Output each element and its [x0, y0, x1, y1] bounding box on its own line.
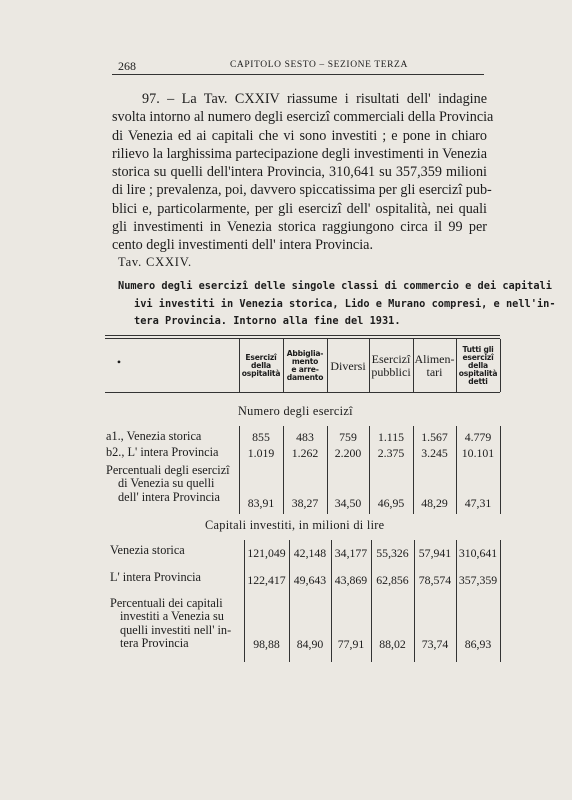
column-header-line: pubblici — [371, 365, 411, 379]
section-title-capital: Capitali investiti, in milioni di lire — [205, 518, 385, 532]
table-cell: 57,941 — [418, 546, 452, 560]
table-cell: 78,574 — [418, 573, 452, 587]
table-caption — [118, 278, 556, 331]
table-cell: 73,74 — [421, 637, 449, 651]
paragraph-line: di Venezia ed ai capitali che vi sono investiti ; e pone in chiaro — [112, 127, 487, 144]
row-label-line: Percentuali dei capitali — [110, 596, 223, 610]
column-header-line: della — [251, 361, 271, 371]
column-header-line: tari — [426, 365, 443, 379]
row-label-line: b2., L' intera Provincia — [106, 445, 219, 459]
row-label-line: L' intera Provincia — [110, 570, 201, 584]
body-right-edge — [500, 540, 501, 662]
column-header — [413, 340, 456, 392]
column-header — [283, 340, 327, 392]
table-cell: 34,177 — [334, 546, 368, 560]
row-label-line: quelli investiti nell' in- — [120, 622, 232, 637]
section-title-count: Numero degli esercizî — [238, 404, 353, 418]
table-cell: 42,148 — [293, 546, 327, 560]
header-right-edge — [500, 339, 501, 392]
table-cell: 47,31 — [464, 496, 492, 510]
column-header-line: esercizî — [462, 353, 494, 363]
paragraph-line: svolta intorno al numero degli esercizî commerciali della Provincia — [112, 109, 494, 126]
row-label-line: Percentuali degli esercizî — [106, 463, 230, 477]
column-header-line: Abbiglia- — [286, 349, 324, 359]
table-cell: 1.567 — [421, 430, 448, 444]
table-cell: 10.101 — [461, 446, 495, 460]
table-cell: 4.779 — [464, 430, 492, 444]
table-cell: 1.115 — [377, 430, 405, 444]
column-header-line: e arre- — [291, 365, 319, 374]
table-cell: 55,326 — [376, 546, 409, 560]
table-cell: 357,359 — [458, 573, 498, 587]
column-header-line: della — [468, 361, 488, 371]
column-header — [239, 340, 283, 392]
row-label-line: tera Provincia — [120, 635, 189, 650]
body-paragraph — [112, 90, 494, 255]
table-cell: 121,049 — [247, 546, 286, 560]
caption-line: tera Provincia. Intorno alla fine del 1931. — [134, 315, 401, 327]
row-label-line: di Venezia su quelli — [118, 476, 215, 491]
table-cell: 98,88 — [253, 637, 280, 651]
paragraph-line: rilievo la larghissima partecipazione degli investimenti in Venezia — [112, 145, 487, 162]
column-header-line: damento — [286, 372, 324, 382]
table-cell: 759 — [339, 430, 357, 444]
table-cell: 3.245 — [421, 446, 448, 460]
table-cell: 38,27 — [291, 496, 319, 510]
table-cell: 1.262 — [291, 446, 319, 460]
row-label — [106, 430, 201, 443]
paragraph-line: gli investimenti in Venezia storica raggiungono circa il 99 per — [112, 219, 487, 236]
table-cell: 46,95 — [377, 496, 405, 510]
paragraph-line: blici e, particolarmente, per gli esercizî dell' ospitalità, nei quali — [112, 200, 487, 217]
row-label-line: dell' intera Provincia — [118, 489, 220, 504]
table-cell: 2.200 — [334, 446, 362, 460]
caption-line: ivi investiti in Venezia storica, Lido e Murano compresi, e nell'in- — [134, 297, 556, 310]
column-header-line: ospitalità — [458, 368, 498, 378]
row-label — [106, 464, 230, 504]
table-top-rule — [105, 335, 500, 336]
table-cell: 43,869 — [334, 573, 368, 587]
table-cell: 1.019 — [247, 446, 275, 460]
row-label — [110, 571, 201, 584]
column-header-line: Diversi — [330, 358, 366, 373]
table-cell: 62,856 — [376, 573, 409, 587]
table-cell: 2.375 — [377, 446, 405, 460]
column-header — [327, 340, 369, 392]
table-cell: 88,02 — [379, 637, 406, 651]
table-cell: 122,417 — [247, 573, 286, 587]
table-cell: 483 — [296, 430, 314, 444]
paragraph-line: cento degli investimenti dell' intera Provincia. — [112, 237, 374, 254]
row-label — [110, 544, 185, 557]
table-cell: 48,29 — [421, 496, 448, 510]
column-header-line: Tutti gli — [462, 345, 494, 355]
row-label — [110, 597, 231, 650]
row-label-line: a1., Venezia storica — [106, 429, 202, 443]
table-cell: 84,90 — [296, 637, 324, 651]
table-cell: 86,93 — [464, 637, 492, 651]
table-label: Tav. CXXIV. — [118, 255, 192, 269]
paragraph-line: storica su quelli dell'intera Provincia, 310,641 su 357,359 milioni — [112, 164, 487, 181]
row-label-line: investiti a Venezia su — [120, 609, 224, 624]
column-header-line: detti — [468, 376, 488, 386]
column-header-line: Esercizî — [245, 353, 277, 363]
paragraph-line: di lire ; prevalenza, poi, davvero spiccatissima per gli esercizî pub- — [112, 182, 492, 199]
column-header-line: Esercizî — [371, 352, 411, 367]
table-cell: 310,641 — [458, 546, 498, 560]
table-top-rule-2 — [105, 338, 500, 339]
running-title: CAPITOLO SESTO – SEZIONE TERZA — [230, 60, 408, 70]
column-header — [456, 340, 500, 392]
column-header-line: Alimen- — [414, 352, 455, 367]
page-number: 268 — [118, 59, 136, 73]
column-header-line: mento — [291, 357, 319, 367]
paragraph-line: 97. – La Tav. CXXIV riassume i risultati dell' indagine — [142, 91, 487, 107]
page-header — [112, 58, 484, 75]
column-header-line: ospitalità — [241, 368, 281, 378]
column-header — [369, 340, 413, 392]
table-cell: 855 — [252, 430, 270, 444]
table-cell: 83,91 — [247, 496, 275, 510]
row-label — [106, 446, 219, 459]
body-right-edge — [500, 426, 501, 514]
table-header-rule — [105, 392, 500, 393]
stub-marker: • — [116, 355, 122, 369]
caption-line: Numero degli esercizî delle singole classi di commercio e dei capitali — [118, 280, 552, 292]
row-label-line: Venezia storica — [110, 543, 185, 557]
table-cell: 34,50 — [334, 496, 362, 510]
table-cell: 49,643 — [293, 573, 327, 587]
table-cell: 77,91 — [337, 637, 365, 651]
